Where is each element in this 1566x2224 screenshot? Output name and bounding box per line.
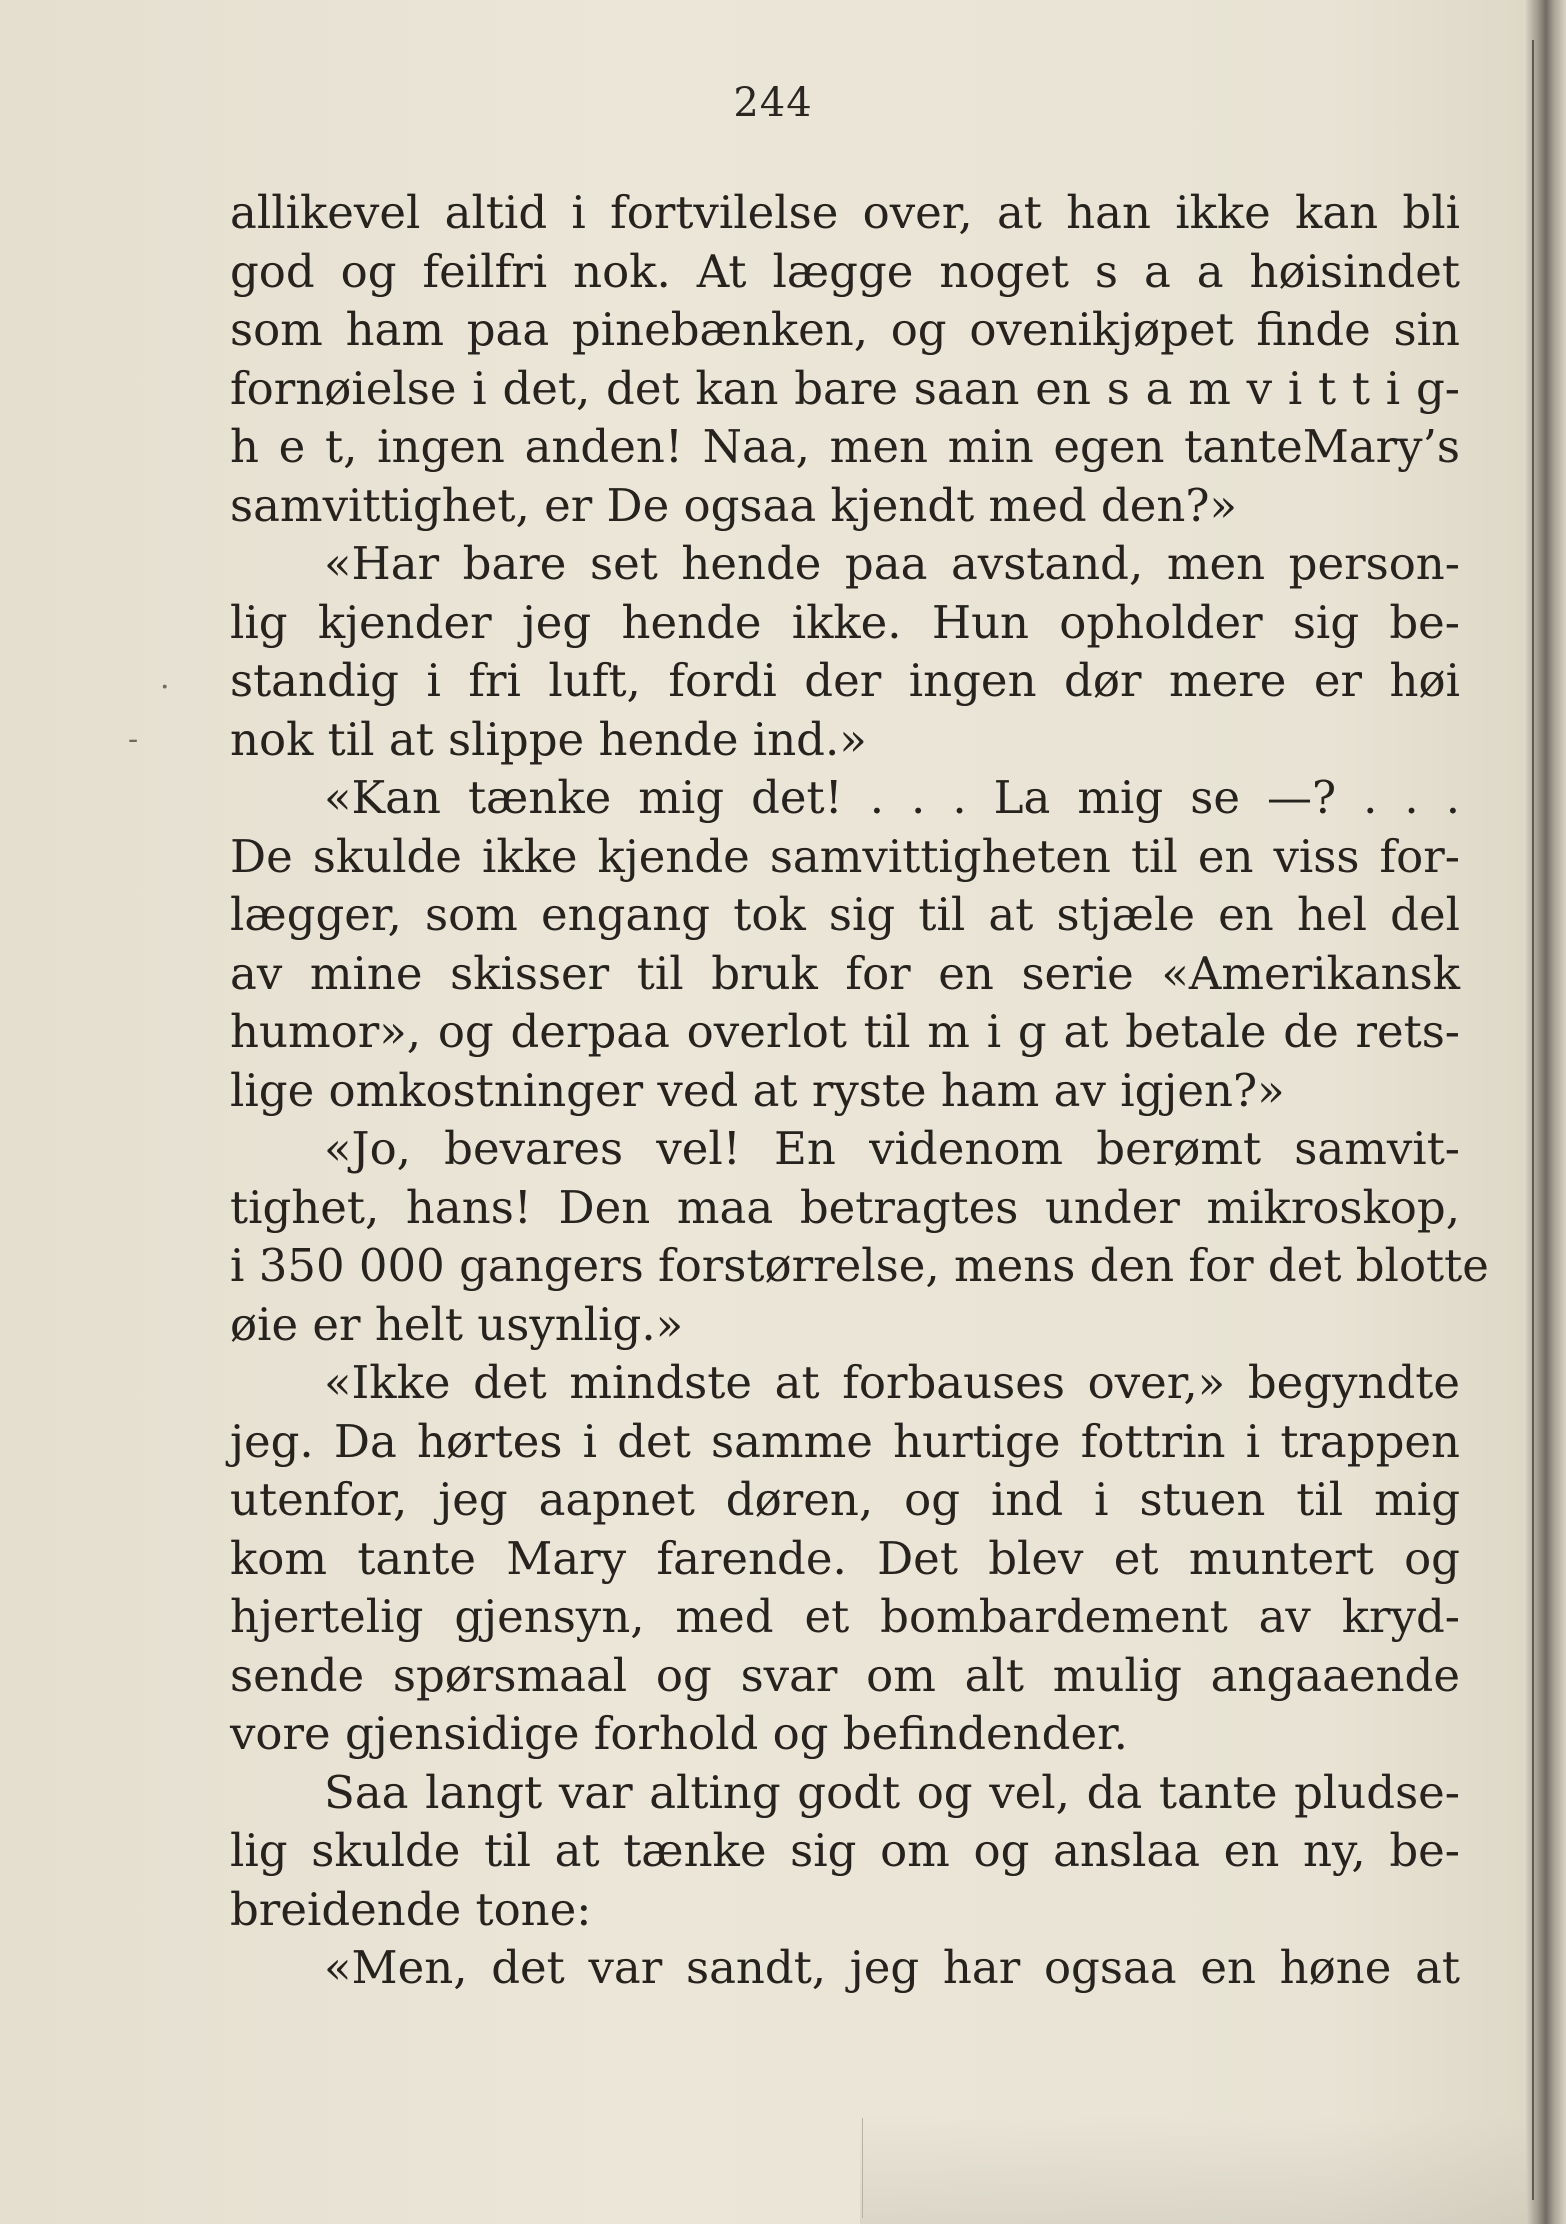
margin-dot: ·	[160, 670, 170, 705]
text-line: lige omkostninger ved at ryste ham av igjen?»	[230, 1063, 1285, 1117]
text-line: av mine skisser til bruk for en serie «Amerikansk	[230, 946, 1460, 1000]
text-line: hjertelig gjensyn, med et bombardement av kryd-	[230, 1590, 1460, 1643]
text-line: øie er helt usynlig.»	[230, 1297, 684, 1351]
text-line: nok til at slippe hende ind.»	[230, 712, 867, 766]
text-line: «Men, det var sandt, jeg har ogsaa en høne at	[324, 1941, 1460, 1994]
page-crease	[862, 2118, 863, 2218]
text-line: h e t, ingen anden! Naa, men min egen tanteMary’s	[230, 420, 1460, 473]
text-line: som ham paa pinebænken, og ovenikjøpet finde sin	[230, 303, 1460, 356]
text-line: standig i fri luft, fordi der ingen dør mere er høi	[230, 654, 1460, 707]
text-line: «Har bare set hende paa avstand, men person-	[324, 537, 1460, 590]
text-line: utenfor, jeg aapnet døren, og ind i stuen til mig	[230, 1473, 1460, 1526]
text-line: i 350 000 gangers forstørrelse, mens den for det blotte	[230, 1239, 1489, 1292]
text-line: sende spørsmaal og svar om alt mulig angaaende	[230, 1648, 1460, 1702]
text-line: lægger, som engang tok sig til at stjæle en hel del	[230, 888, 1460, 941]
text-line: «Ikke det mindste at forbauses over,» begyndte	[324, 1356, 1460, 1409]
body-text	[230, 184, 1489, 1998]
page-shadow	[860, 2115, 1540, 2224]
text-line: breidende tone:	[230, 1882, 592, 1936]
text-line: tighet, hans! Den maa betragtes under mikroskop,	[230, 1180, 1460, 1234]
text-line: «Kan tænke mig det! . . . La mig se —? . . .	[324, 771, 1460, 824]
text-line: lig skulde til at tænke sig om og anslaa en ny, be-	[230, 1824, 1460, 1877]
text-line: vore gjensidige forhold og befindender.	[230, 1707, 1128, 1760]
text-line: De skulde ikke kjende samvittigheten til en viss for-	[230, 829, 1460, 883]
text-line: lig kjender jeg hende ikke. Hun opholder sig be-	[230, 595, 1460, 649]
text-line: jeg. Da hørtes i det samme hurtige fottrin i trappen	[230, 1414, 1460, 1468]
margin-dash: -	[128, 722, 139, 757]
text-line: allikevel altid i fortvilelse over, at han ikke kan bli	[230, 186, 1460, 239]
text-line: samvittighet, er De ogsaa kjendt med den?»	[230, 478, 1238, 532]
text-line: kom tante Mary farende. Det blev et muntert og	[230, 1531, 1460, 1585]
text-line: fornøielse i det, det kan bare saan en s a m v i t t i g-	[230, 361, 1460, 415]
text-line: «Jo, bevares vel! En videnom berømt samvit-	[324, 1122, 1460, 1175]
text-line: humor», og derpaa overlot til m i g at betale de rets-	[230, 1005, 1460, 1058]
text-line: Saa langt var alting godt og vel, da tante pludse-	[324, 1765, 1460, 1819]
book-spine-edge	[1526, 0, 1566, 2224]
text-line: god og feilfri nok. At lægge noget s a a høisindet	[230, 244, 1460, 298]
page-number: 244	[733, 80, 813, 126]
